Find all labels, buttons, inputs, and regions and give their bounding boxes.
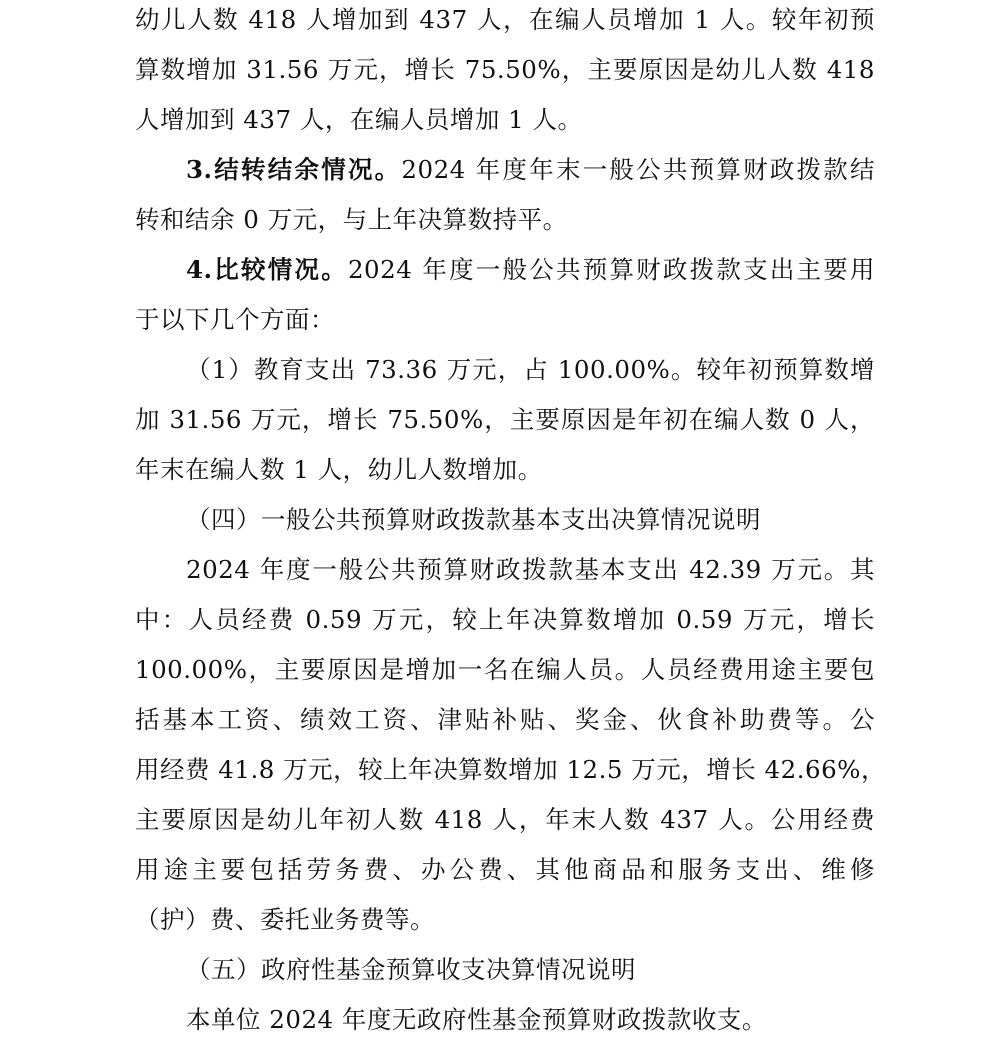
item-4-line: [186, 250, 875, 290]
paragraph-line: 年末在编人数 1 人，幼儿人数增加。: [135, 455, 543, 484]
item-3-heading: 3.结转结余情况。: [186, 155, 402, 184]
paragraph-line: 括基本工资、绩效工资、津贴补贴、奖金、伙食补助费等。公: [135, 705, 875, 734]
paragraph-line: 100.00%，主要原因是增加一名在编人员。人员经费用途主要包: [135, 655, 875, 684]
paragraph-line: 用途主要包括劳务费、办公费、其他商品和服务支出、维修: [135, 855, 875, 884]
section-4-heading: （四）一般公共预算财政拨款基本支出决算情况说明: [186, 505, 761, 534]
paragraph-line: 主要原因是幼儿年初人数 418 人，年末人数 437 人。公用经费: [135, 805, 875, 834]
paragraph-line: 转和结余 0 万元，与上年决算数持平。: [135, 205, 568, 234]
paragraph-line: 于以下几个方面：: [135, 305, 335, 334]
paragraph-line: 加 31.56 万元，增长 75.50%，主要原因是年初在编人数 0 人，: [135, 405, 875, 434]
paragraph-line: 中：人员经费 0.59 万元，较上年决算数增加 0.59 万元，增长: [135, 605, 875, 634]
item-3-line: [186, 150, 875, 190]
paragraph-line: （护）费、委托业务费等。: [135, 905, 435, 934]
paragraph-line: 幼儿人数 418 人增加到 437 人，在编人员增加 1 人。较年初预: [135, 5, 875, 34]
paragraph-line: 2024 年度一般公共预算财政拨款基本支出 42.39 万元。其: [186, 555, 875, 584]
paragraph-line: 算数增加 31.56 万元，增长 75.50%，主要原因是幼儿人数 418: [135, 55, 875, 84]
item-4-text: 2024 年度一般公共预算财政拨款支出主要用: [347, 255, 876, 284]
section-5-heading: （五）政府性基金预算收支决算情况说明: [186, 955, 636, 984]
item-4-heading: 4.比较情况。: [186, 255, 348, 284]
item-3-text: 2024 年度年末一般公共预算财政拨款结: [401, 155, 876, 184]
subitem-1-line: （1）教育支出 73.36 万元，占 100.00%。较年初预算数增: [186, 355, 875, 384]
paragraph-line: 用经费 41.8 万元，较上年决算数增加 12.5 万元，增长 42.66%，: [135, 755, 886, 784]
paragraph-line: 人增加到 437 人，在编人员增加 1 人。: [135, 105, 583, 134]
paragraph-line: 本单位 2024 年度无政府性基金预算财政拨款收支。: [186, 1005, 767, 1034]
